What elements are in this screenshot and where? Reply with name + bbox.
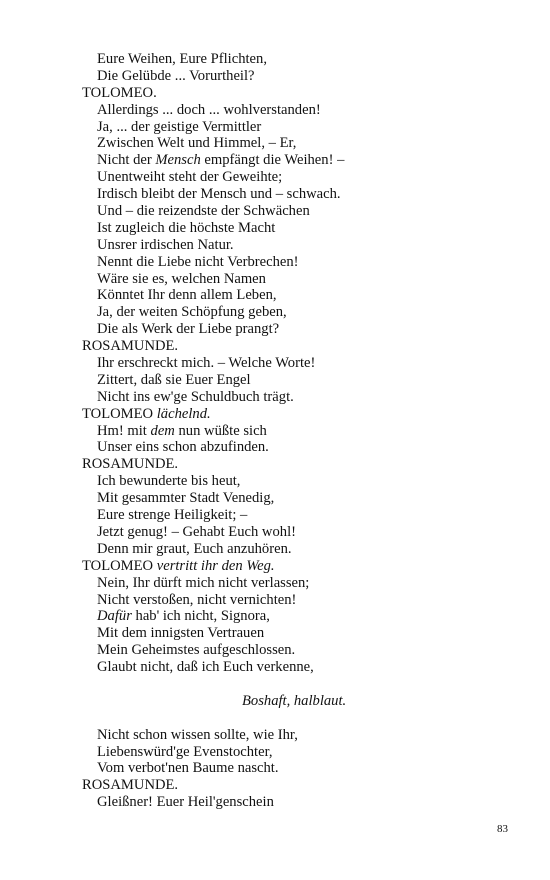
italic-text: dem <box>150 422 175 439</box>
line-text: empfängt die Weihen! – <box>200 152 345 169</box>
line-text: Und – die reizendste der Schwächen <box>97 203 310 220</box>
verse-line <box>82 642 346 659</box>
line-text: Zittert, daß sie Euer Engel <box>97 371 251 388</box>
line-text: Ja, ... der geistige Vermittler <box>97 118 262 135</box>
verse-line <box>82 372 346 389</box>
line-text: Mit gesammter Stadt Venedig, <box>97 490 275 507</box>
verse-line <box>82 439 346 456</box>
verse-line <box>82 389 346 406</box>
play-text <box>82 51 346 811</box>
line-text: Glaubt nicht, daß ich Euch verkenne, <box>97 659 314 676</box>
line-text: Allerdings ... doch ... wohlverstanden! <box>97 101 321 118</box>
line-text: Eure Weihen, Eure Pflichten, <box>97 51 267 67</box>
line-text: Vom verbot'nen Baume nascht. <box>97 760 279 777</box>
line-text: TOLOMEO. <box>82 84 157 101</box>
verse-line <box>82 507 346 524</box>
speaker-heading <box>82 777 346 794</box>
line-text: Unentweiht steht der Geweihte; <box>97 169 283 186</box>
line-text: Unsrer irdischen Natur. <box>97 236 234 253</box>
line-text: nun wüßte sich <box>174 422 267 439</box>
verse-line <box>82 135 346 152</box>
speaker-heading <box>82 558 346 575</box>
verse-line <box>82 254 346 271</box>
page-number: 83 <box>497 823 508 835</box>
line-text: Mein Geheimstes aufgeschlossen. <box>97 642 296 659</box>
verse-line <box>82 744 346 761</box>
line-text: TOLOMEO <box>82 557 157 574</box>
line-text: TOLOMEO <box>82 405 157 422</box>
verse-line <box>82 473 346 490</box>
line-text: Mit dem innigsten Vertrauen <box>97 625 265 642</box>
blank-line <box>82 676 346 693</box>
verse-line <box>82 237 346 254</box>
italic-text: Mensch <box>155 152 201 169</box>
line-text: Nicht der <box>97 152 156 169</box>
verse-line <box>82 760 346 777</box>
stage-direction <box>82 693 346 710</box>
verse-line <box>82 203 346 220</box>
line-text: Ihr erschreckt mich. – Welche Worte! <box>97 355 316 372</box>
line-text: Nein, Ihr dürft mich nicht verlassen; <box>97 574 310 591</box>
line-text: Jetzt genug! – Gehabt Euch wohl! <box>97 523 296 540</box>
speaker-heading <box>82 406 346 423</box>
line-text: Boshaft, halblaut. <box>242 692 347 709</box>
line-text: hab' ich nicht, Signora, <box>131 608 270 625</box>
italic-text: lächelnd. <box>156 405 211 422</box>
verse-line <box>82 169 346 186</box>
line-text: ROSAMUNDE. <box>82 777 179 794</box>
verse-line <box>82 659 346 676</box>
verse-line <box>82 490 346 507</box>
line-text: Gleißner! Euer Heil'genschein <box>97 794 274 811</box>
line-text: Nicht schon wissen sollte, wie Ihr, <box>97 726 298 743</box>
speaker-heading <box>82 456 346 473</box>
verse-line <box>82 541 346 558</box>
line-text: Die Gelübde ... Vorurtheil? <box>97 67 255 84</box>
speaker-heading <box>82 85 346 102</box>
verse-line <box>82 575 346 592</box>
line-text: Nennt die Liebe nicht Verbrechen! <box>97 253 299 270</box>
verse-line <box>82 119 346 136</box>
verse-line <box>82 423 346 440</box>
line-text: Eure strenge Heiligkeit; – <box>97 507 248 524</box>
line-text: ROSAMUNDE. <box>82 338 179 355</box>
verse-line <box>82 608 346 625</box>
line-text: Die als Werk der Liebe prangt? <box>97 321 280 338</box>
verse-line <box>82 220 346 237</box>
line-text: Nicht ins ew'ge Schuldbuch trägt. <box>97 388 294 405</box>
italic-text: Dafür <box>97 608 132 625</box>
line-text: Könntet Ihr denn allem Leben, <box>97 287 277 304</box>
speaker-heading <box>82 338 346 355</box>
line-text: ROSAMUNDE. <box>82 456 179 473</box>
line-text: Wäre sie es, welchen Namen <box>97 270 266 287</box>
line-text: Denn mir graut, Euch anzuhören. <box>97 540 292 557</box>
verse-line <box>82 51 346 68</box>
line-text: Ja, der weiten Schöpfung geben, <box>97 304 287 321</box>
verse-line <box>82 625 346 642</box>
verse-line <box>82 287 346 304</box>
verse-line <box>82 524 346 541</box>
line-text: Irdisch bleibt der Mensch und – schwach. <box>97 186 341 203</box>
verse-line <box>82 102 346 119</box>
line-text: Unser eins schon abzufinden. <box>97 439 269 456</box>
line-text: Nicht verstoßen, nicht vernichten! <box>97 591 297 608</box>
verse-line <box>82 152 346 169</box>
line-text: Liebenswürd'ge Evenstochter, <box>97 743 273 760</box>
blank-line <box>82 710 346 727</box>
line-text: Ist zugleich die höchste Macht <box>97 219 276 236</box>
line-text: Zwischen Welt und Himmel, – Er, <box>97 135 297 152</box>
verse-line <box>82 794 346 811</box>
line-text: Hm! mit <box>97 422 151 439</box>
verse-line <box>82 186 346 203</box>
line-text: Ich bewunderte bis heut, <box>97 473 241 490</box>
verse-line <box>82 304 346 321</box>
italic-text: vertritt ihr den Weg. <box>156 557 275 574</box>
verse-line <box>82 355 346 372</box>
verse-line <box>82 727 346 744</box>
verse-line <box>82 271 346 288</box>
verse-line <box>82 68 346 85</box>
verse-line <box>82 592 346 609</box>
verse-line <box>82 321 346 338</box>
